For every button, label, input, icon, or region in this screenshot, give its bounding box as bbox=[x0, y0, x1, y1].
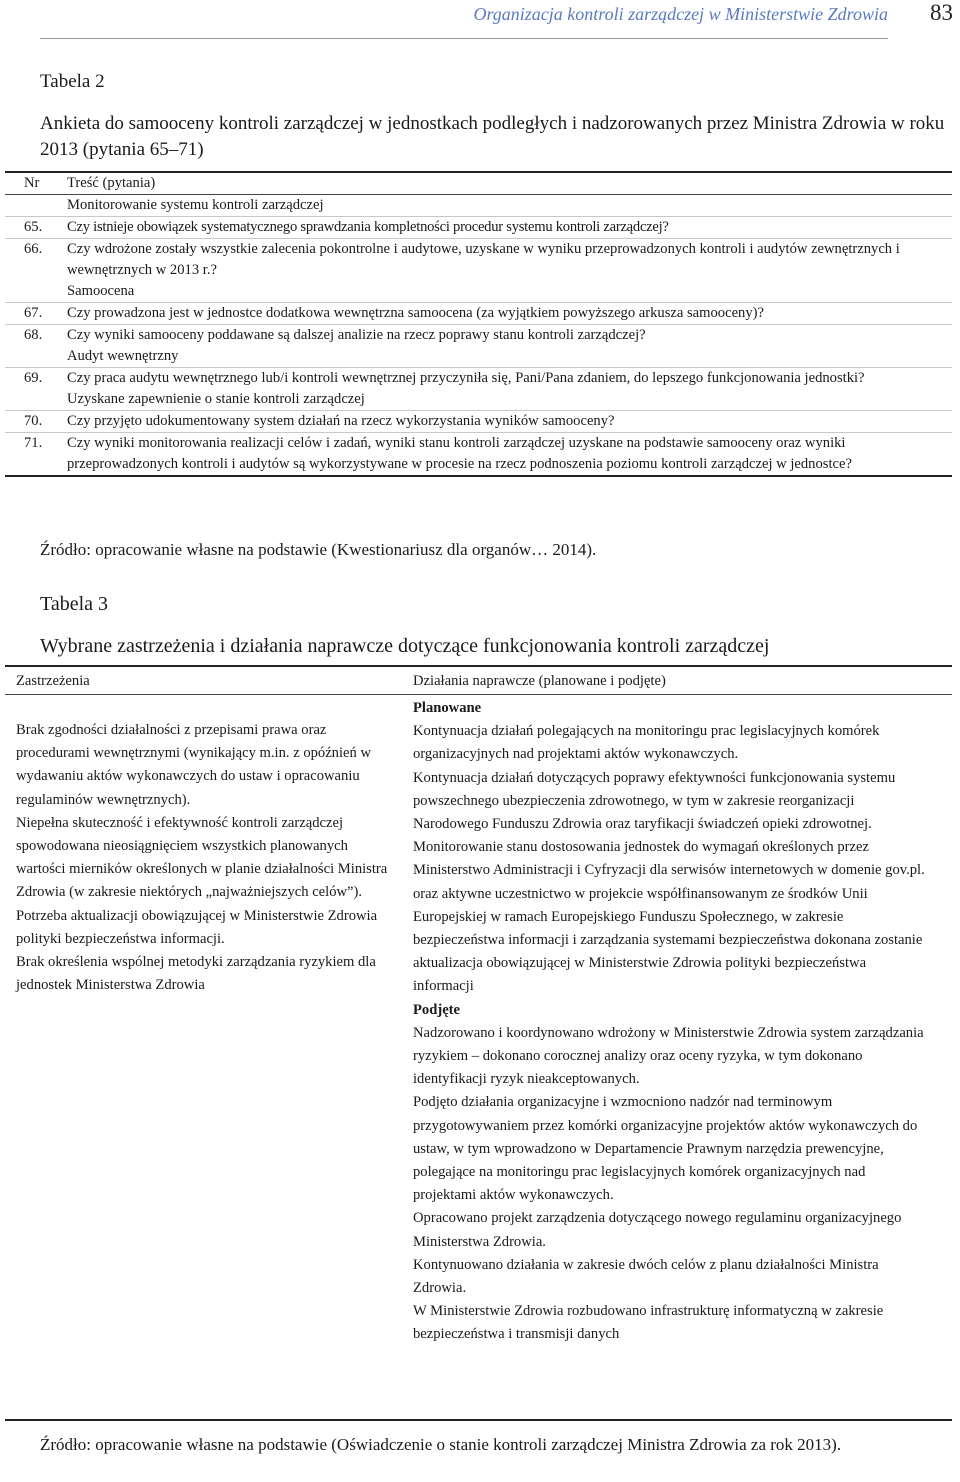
question-text: Czy wdrożone zostały wszystkie zalecenia pokontrolne i audytowe, uzyskane w wyniku przeprowadzonych kontroli i audytów zewnętrznych i wewnętrznych w 2013 r.? bbox=[67, 241, 900, 278]
table2-label: Tabela 2 bbox=[40, 71, 105, 92]
table2-row bbox=[5, 432, 952, 475]
question-text: Czy wyniki monitorowania realizacji celów i zadań, wyniki stanu kontroli zarządczej uzyskane na podstawie samooceny oraz wyniki przeprowadzonych kontroli i audytów są wykorzystywane w procesie na rzecz podnoszenia poziomu kontroli zarządczej w jednostce? bbox=[67, 435, 852, 472]
question-number: 65. bbox=[24, 219, 43, 235]
table2-row bbox=[5, 324, 952, 346]
table3-col-remedial-actions: Działania naprawcze (planowane i podjęte) bbox=[413, 673, 666, 689]
table3-source: Źródło: opracowanie własne na podstawie (Oświadczenie o stanie kontroli zarządczej Ministra Zdrowia za rok 2013). bbox=[40, 1435, 842, 1454]
table2-section-title: Monitorowanie systemu kontroli zarządczej bbox=[67, 197, 324, 213]
reservation-item: Niepełna skuteczność i efektywność kontroli zarządczej spowodowana nieosiągnięciem wszystkich planowanych wartości mierników określonych w planie działalności Ministra Zdrowia (w zakresie niektórych „najważniejszych celów”). bbox=[16, 814, 388, 901]
question-text: Czy prowadzona jest w jednostce dodatkowa wewnętrzna samoocena (za wyjątkiem powyższego arkusza samooceny)? bbox=[67, 305, 764, 321]
table2-header-row bbox=[5, 173, 952, 195]
taken-item: W Ministerstwie Zdrowia rozbudowano infrastrukturę informatyczną w zakresie bezpieczeństwa i transmisji danych bbox=[413, 1303, 884, 1343]
taken-item: Opracowano projekt zarządzenia dotyczącego nowego regulaminu organizacyjnego Ministerstwa Zdrowia. bbox=[413, 1210, 902, 1250]
table3-col-reservations: Zastrzeżenia bbox=[16, 673, 90, 689]
question-text: Czy wyniki samooceny poddawane są dalszej analizie na rzecz poprawy stanu kontroli zarządczej? bbox=[67, 327, 646, 343]
reservations-column bbox=[16, 719, 388, 997]
remedial-actions-column bbox=[413, 697, 929, 1347]
table3-caption: Wybrane zastrzeżenia i działania naprawcze dotyczące funkcjonowania kontroli zarządczej bbox=[40, 635, 770, 657]
reservation-item: Brak zgodności działalności z przepisami prawa oraz procedurami wewnętrznymi (wynikający m.in. z opóźnień w wydawaniu aktów wykonawczych do ustaw i opracowaniu regulaminów wewnętrznych). bbox=[16, 722, 371, 808]
taken-item: Nadzorowano i koordynowano wdrożony w Ministerstwie Zdrowia system zarządzania ryzykiem – dokonano corocznej analizy oraz oceny ryzyka, w tym dokonano identyfikacji ryzyk nieakceptowanych. bbox=[413, 1024, 924, 1088]
table2-row bbox=[5, 410, 952, 432]
page-number: 83 bbox=[930, 0, 953, 25]
table3-header-row bbox=[5, 667, 952, 695]
reservation-item: Potrzeba aktualizacji obowiązującej w Ministerstwie Zdrowia polityki bezpieczeństwa informacji. bbox=[16, 907, 378, 947]
running-header-title: Organizacja kontroli zarządczej w Ministerstwie Zdrowia bbox=[473, 4, 888, 24]
reservation-item: Brak określenia wspólnej metodyki zarządzania ryzykiem dla jednostek Ministerstwa Zdrowia bbox=[16, 954, 376, 994]
table2-row bbox=[5, 367, 952, 389]
taken-heading: Podjęte bbox=[413, 1001, 461, 1018]
table2-section-row bbox=[5, 195, 952, 216]
planned-heading: Planowane bbox=[413, 700, 482, 716]
planned-item: Kontynuacja działań polegających na monitoringu prac legislacyjnych komórek organizacyjnych nad projektami aktów wykonawczych. bbox=[413, 723, 880, 763]
planned-item: Kontynuacja działań dotyczących poprawy efektywności funkcjonowania systemu powszechnego ubezpieczenia zdrowotnego, w tym w zakresie reorganizacji Narodowego Funduszu Zdrowia oraz taryfikacji świadczeń opieki zdrowotnej. bbox=[413, 769, 896, 833]
table2-section-row bbox=[5, 346, 952, 367]
table2-source: Źródło: opracowanie własne na podstawie (Kwestionariusz dla organów… 2014). bbox=[40, 540, 597, 559]
table2-section-title: Uzyskane zapewnienie o stanie kontroli zarządczej bbox=[67, 391, 365, 407]
planned-item: Monitorowanie stanu dostosowania jednostek do wymagań określonych przez Ministerstwo Administracji i Cyfryzacji dla serwisów internetowych w domenie gov.pl. oraz aktywne uczestnictwo w projekcie współfinansowanym ze środków Unii Europejskiej w ramach Europejskiego Funduszu Społecznego, w zakresie bezpieczeństwa informacji i zarządzania systemami bezpieczeństwa dokonana zostanie aktualizacja obowiązującej w Ministerstwie Zdrowia polityki bezpieczeństwa informacji bbox=[413, 839, 925, 995]
question-number: 66. bbox=[24, 241, 43, 257]
table2-section-row bbox=[5, 389, 952, 410]
table3 bbox=[5, 665, 952, 1421]
question-number: 68. bbox=[24, 327, 43, 343]
taken-item: Kontynuowano działania w zakresie dwóch celów z planu działalności Ministra Zdrowia. bbox=[413, 1256, 879, 1297]
table2-section-row bbox=[5, 281, 952, 302]
question-number: 67. bbox=[24, 305, 43, 321]
table2-row bbox=[5, 238, 952, 281]
table2-section-title: Samoocena bbox=[67, 283, 135, 299]
table2-section-title: Audyt wewnętrzny bbox=[67, 348, 179, 364]
question-number: 69. bbox=[24, 370, 43, 386]
question-text: Czy przyjęto udokumentowany system działań na rzecz wykorzystania wyników samooceny? bbox=[67, 413, 615, 429]
table3-label: Tabela 3 bbox=[40, 593, 109, 615]
table2-row bbox=[5, 216, 952, 238]
taken-item: Podjęto działania organizacyjne i wzmocniono nadzór nad terminowym przygotowywaniem przez komórki organizacyjne projektów aktów wykonawczych do ustaw, w tym wprowadzono w Departamencie Prawnym narzędzia prewencyjne, polegające na monitoringu prac legislacyjnych komórek organizacyjnych nad projektami aktów wykonawczych. bbox=[413, 1094, 918, 1204]
table2-caption: Ankieta do samooceny kontroli zarządczej w jednostkach podległych i nadzorowanych przez Ministra Zdrowia w roku 2013 (pytania 65–71) bbox=[40, 113, 945, 160]
question-text: Czy istnieje obowiązek systematycznego sprawdzania kompletności procedur systemu kontroli zarządczej? bbox=[67, 219, 669, 235]
question-number: 70. bbox=[24, 413, 43, 429]
table2-row bbox=[5, 302, 952, 324]
table2 bbox=[5, 171, 952, 477]
running-header bbox=[40, 0, 888, 39]
table2-col-text: Treść (pytania) bbox=[67, 175, 156, 191]
question-number: 71. bbox=[24, 435, 43, 451]
question-text: Czy praca audytu wewnętrznego lub/i kontroli wewnętrznej przyczyniła się, Pani/Pana zdaniem, do lepszego funkcjonowania jednostki? bbox=[67, 370, 865, 386]
table2-col-nr: Nr bbox=[24, 175, 40, 191]
